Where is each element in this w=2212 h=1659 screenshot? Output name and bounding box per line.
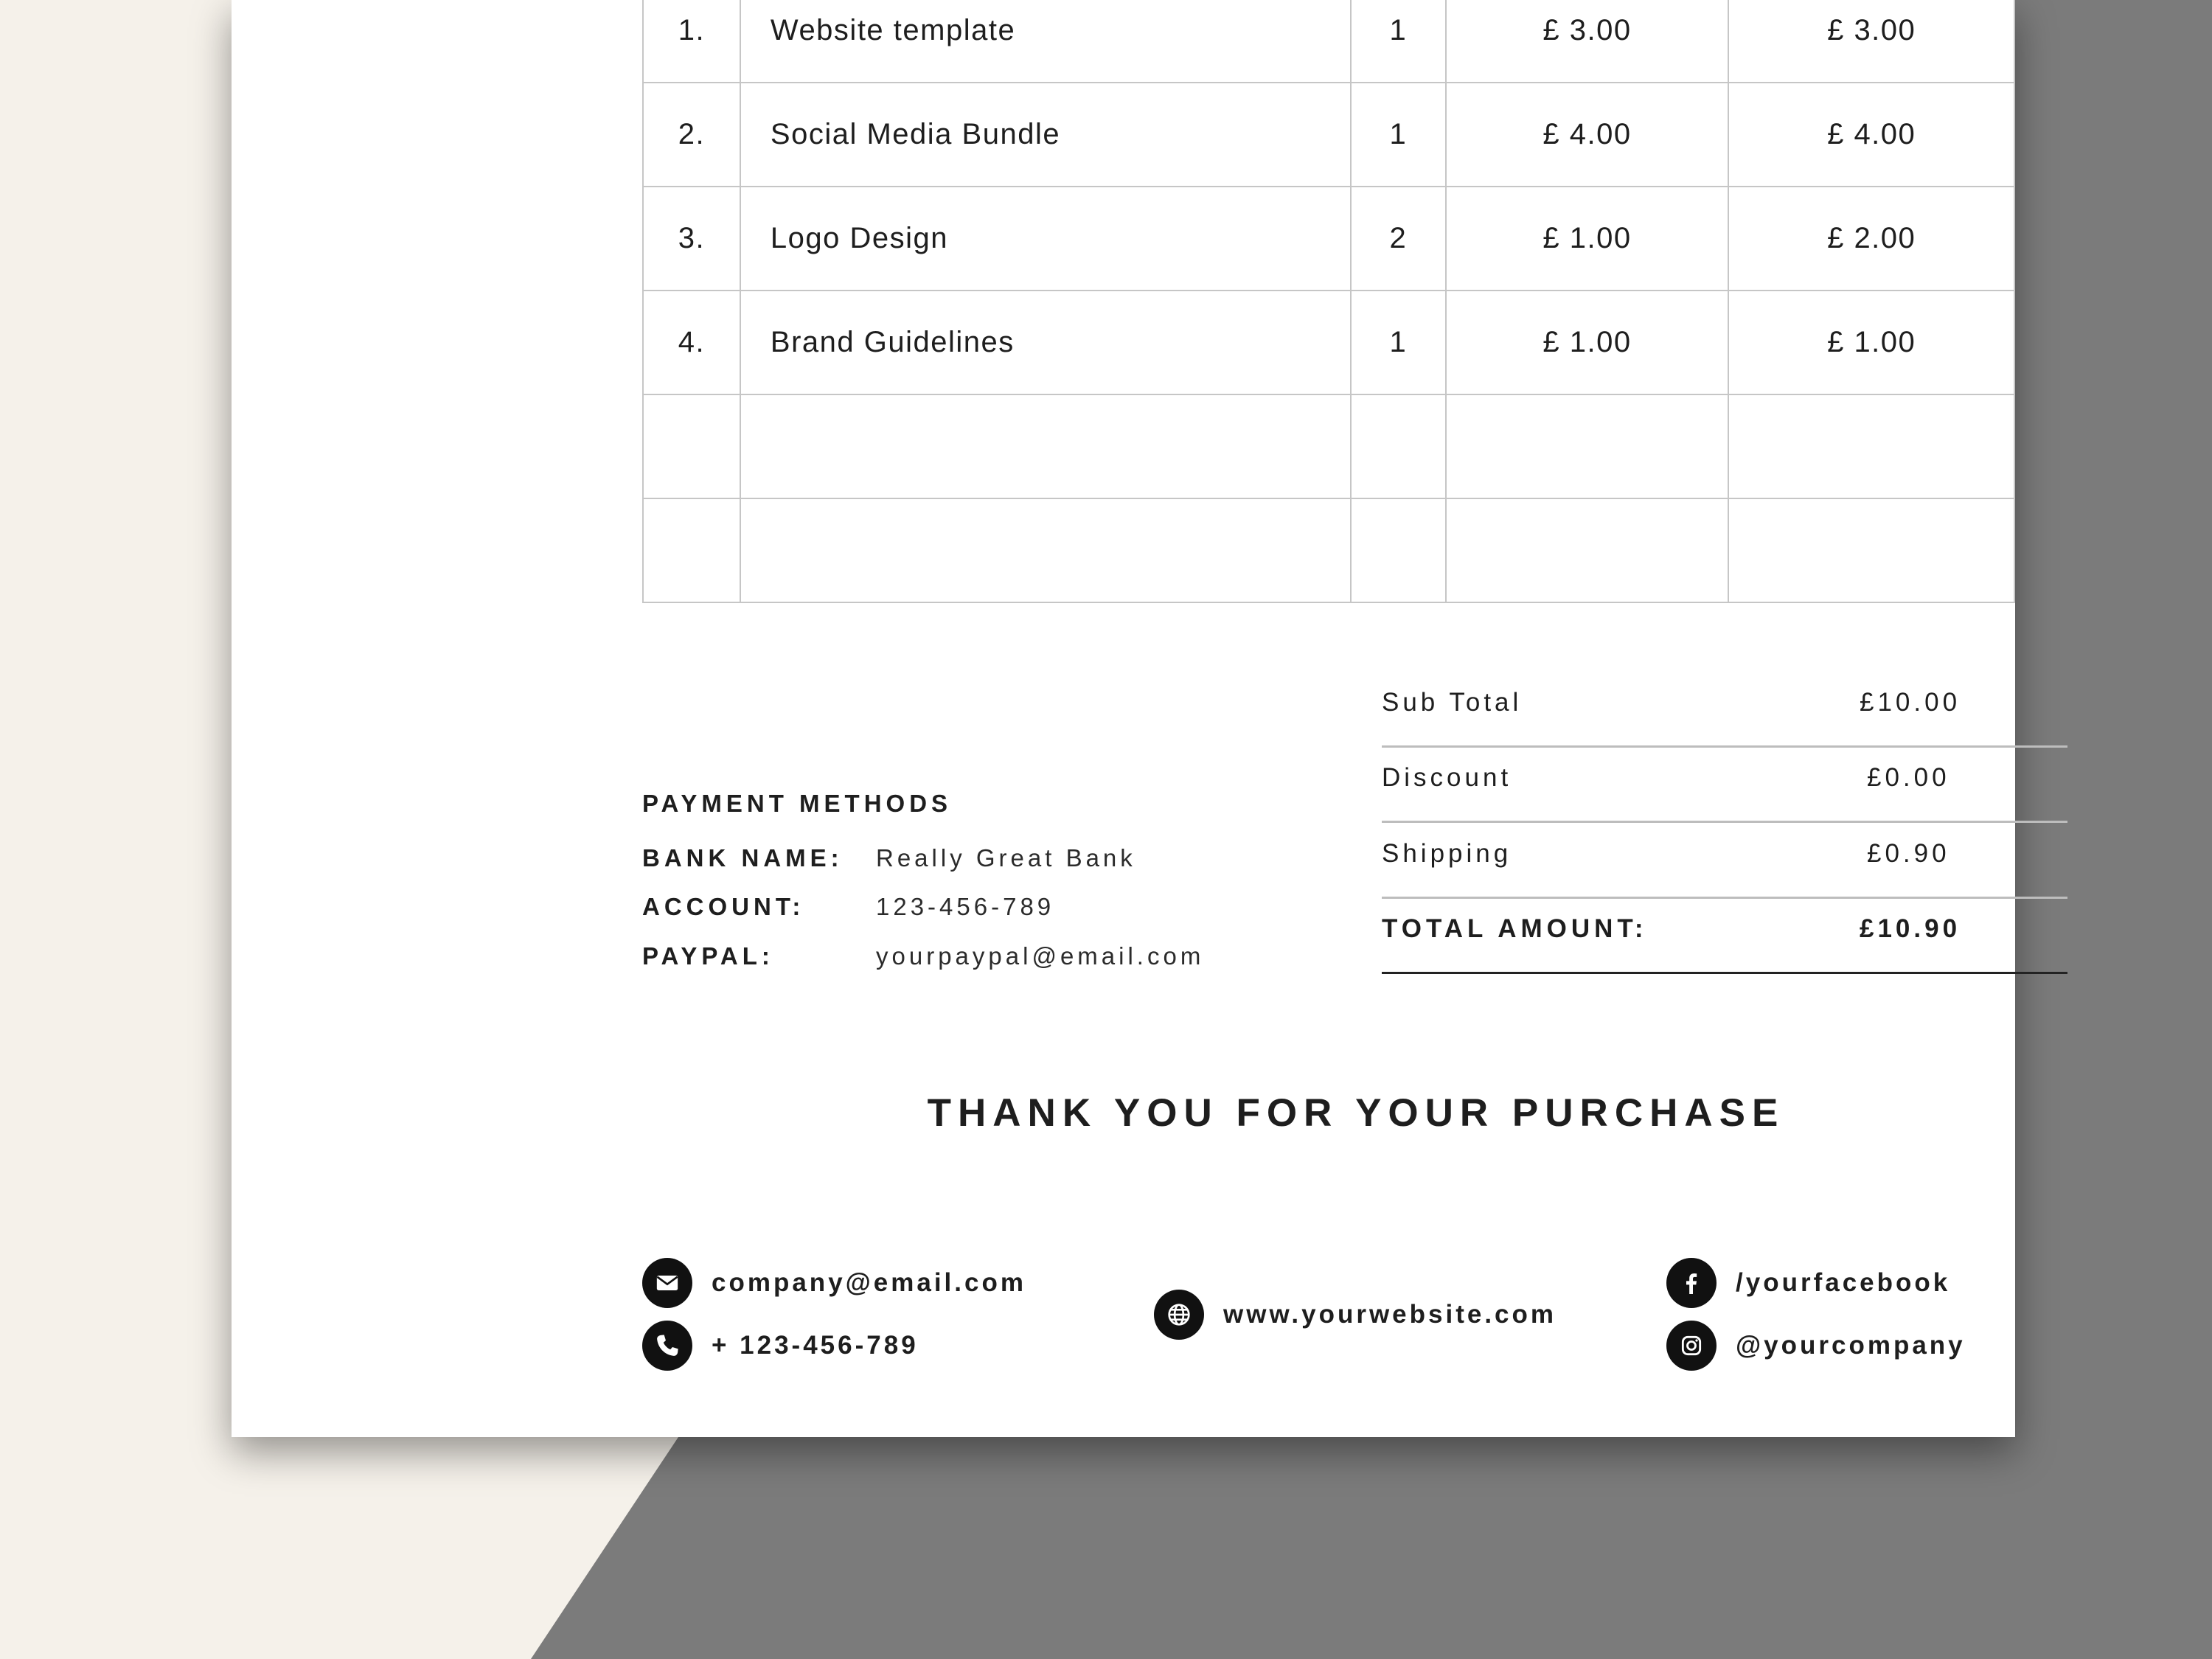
payment-label: ACCOUNT: — [642, 893, 805, 920]
payment-row-paypal — [642, 942, 1204, 970]
item-price: £ 4.00 — [1446, 83, 1729, 187]
item-description: Social Media Bundle — [740, 83, 1351, 187]
item-number: 4. — [643, 291, 740, 394]
item-quantity — [1351, 498, 1445, 602]
shipping-row — [1382, 823, 2067, 899]
item-price: £ 1.00 — [1446, 291, 1729, 394]
item-price: £ 3.00 — [1446, 0, 1729, 83]
item-total — [1728, 394, 2014, 498]
shipping-value: £0.90 — [1867, 839, 1950, 868]
payment-label: PAYPAL: — [642, 942, 774, 970]
item-quantity: 1 — [1351, 291, 1445, 394]
item-number — [643, 498, 740, 602]
invoice-items-table — [642, 0, 2015, 603]
contact-instagram[interactable] — [1666, 1320, 1966, 1371]
globe-icon — [1154, 1290, 1204, 1340]
contact-facebook-text: /yourfacebook — [1736, 1268, 1951, 1297]
payment-row-bank — [642, 844, 1136, 872]
item-total: £ 3.00 — [1728, 0, 2014, 83]
table-row-empty — [643, 394, 2014, 498]
payment-methods-title: PAYMENT METHODS — [642, 790, 953, 817]
item-description — [740, 498, 1351, 602]
thank-you-message: THANK YOU FOR YOUR PURCHASE — [927, 1091, 1785, 1135]
payment-value: yourpaypal@email.com — [876, 942, 1205, 970]
item-quantity: 1 — [1351, 83, 1445, 187]
shipping-label: Shipping — [1382, 839, 1512, 868]
item-total — [1728, 498, 2014, 602]
subtotal-row — [1382, 672, 2067, 748]
item-number — [643, 394, 740, 498]
total-amount-value: £10.90 — [1860, 914, 1961, 943]
contact-email[interactable] — [642, 1257, 1026, 1309]
subtotal-value: £10.00 — [1860, 688, 1961, 717]
item-quantity — [1351, 394, 1445, 498]
subtotal-label: Sub Total — [1382, 688, 1523, 717]
contact-phone-text: + 123-456-789 — [712, 1331, 919, 1360]
contact-email-text: company@email.com — [712, 1268, 1026, 1297]
contact-phone[interactable] — [642, 1320, 919, 1371]
item-quantity: 1 — [1351, 0, 1445, 83]
facebook-icon — [1666, 1258, 1717, 1308]
payment-label: BANK NAME: — [642, 844, 844, 872]
item-number: 2. — [643, 83, 740, 187]
item-price — [1446, 498, 1729, 602]
item-quantity: 2 — [1351, 187, 1445, 291]
table-row-empty — [643, 498, 2014, 602]
table-row — [643, 187, 2014, 291]
item-description — [740, 394, 1351, 498]
item-description: Logo Design — [740, 187, 1351, 291]
total-amount-label: TOTAL AMOUNT: — [1382, 914, 1648, 943]
item-description: Brand Guidelines — [740, 291, 1351, 394]
total-amount-row — [1382, 898, 2067, 974]
item-description: Website template — [740, 0, 1351, 83]
payment-value: 123-456-789 — [876, 893, 1055, 920]
discount-row — [1382, 747, 2067, 823]
item-price: £ 1.00 — [1446, 187, 1729, 291]
table-row — [643, 0, 2014, 83]
invoice-sheet — [232, 0, 2015, 1437]
contact-website[interactable] — [1154, 1289, 1557, 1340]
discount-label: Discount — [1382, 763, 1512, 792]
item-total: £ 4.00 — [1728, 83, 2014, 187]
contact-instagram-text: @yourcompany — [1736, 1331, 1966, 1360]
item-total: £ 2.00 — [1728, 187, 2014, 291]
contact-website-text: www.yourwebsite.com — [1223, 1300, 1557, 1329]
table-row — [643, 83, 2014, 187]
item-number: 1. — [643, 0, 740, 83]
phone-icon — [642, 1321, 692, 1371]
envelope-icon — [642, 1258, 692, 1308]
table-row — [643, 291, 2014, 394]
item-number: 3. — [643, 187, 740, 291]
item-price — [1446, 394, 1729, 498]
instagram-icon — [1666, 1321, 1717, 1371]
discount-value: £0.00 — [1867, 763, 1950, 792]
payment-row-account — [642, 893, 1054, 921]
payment-value: Really Great Bank — [876, 844, 1136, 872]
contact-facebook[interactable] — [1666, 1257, 1950, 1309]
item-total: £ 1.00 — [1728, 291, 2014, 394]
